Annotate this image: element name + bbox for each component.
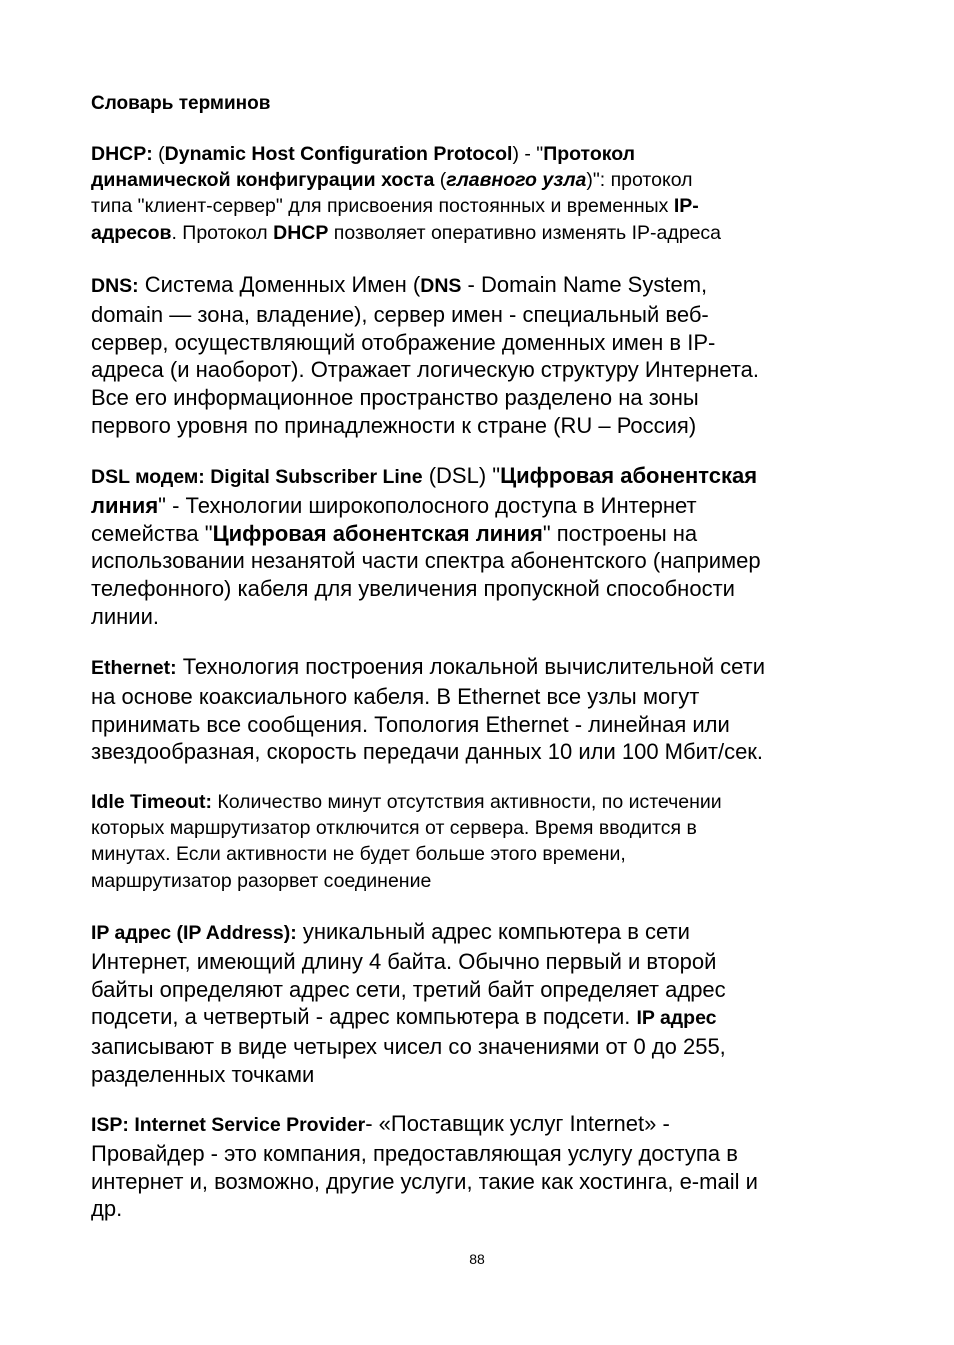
- text-run: минутах. Если активности не будет больше этого времени,: [91, 843, 626, 866]
- text-run: " - Технологии широкополосного доступа в Интернет: [158, 492, 697, 518]
- bold-term: линия: [91, 492, 159, 518]
- text-run: Интернет, имеющий длину 4 байта. Обычно первый и второй: [91, 948, 717, 974]
- bold-term: DNS: [420, 275, 462, 297]
- text-run: на основе коаксиального кабеля. В Ethernet все узлы могут: [91, 683, 700, 709]
- text-run: " построены на: [542, 520, 698, 546]
- text-line: [91, 384, 851, 412]
- text-line: [91, 575, 851, 603]
- text-run: Провайдер - это компания, предоставляющая услугу доступа в: [91, 1140, 738, 1166]
- glossary-entry-idle-timeout: [91, 789, 851, 894]
- text-run: линии.: [91, 603, 159, 629]
- text-run: Все его информационное пространство разделено на зоны: [91, 385, 699, 411]
- text-line: [91, 462, 851, 492]
- text-run: сервер, осуществляющий отображение доменных имен в IP-: [91, 329, 716, 355]
- text-line: [91, 547, 851, 575]
- text-line: [91, 301, 851, 329]
- text-line: [91, 683, 851, 711]
- text-run: байты определяют адрес сети, третий байт определяет адрес: [91, 976, 726, 1002]
- text-line: [91, 356, 851, 384]
- text-line: [91, 841, 851, 867]
- text-line: [91, 1003, 851, 1033]
- text-run: записывают в виде четырех чисел со значениями от 0 до 255,: [91, 1034, 726, 1060]
- text-run: первого уровня по принадлежности к стране (RU – Россия): [91, 412, 697, 438]
- page-title: Словарь терминов: [91, 93, 271, 114]
- text-line: [91, 918, 851, 948]
- text-run: позволяет оперативно изменять IP-адреса: [328, 221, 722, 244]
- text-line: [91, 738, 851, 766]
- bold-term: Idle Timeout:: [91, 791, 212, 813]
- text-line: [91, 868, 851, 894]
- text-line: [91, 329, 851, 357]
- text-run: - Domain Name System,: [461, 272, 708, 297]
- glossary-entry-dsl: [91, 462, 851, 631]
- text-run: маршрутизатор разорвет соединение: [91, 869, 432, 892]
- text-line: [91, 1033, 851, 1061]
- text-run: телефонного) кабеля для увеличения пропускной способности: [91, 576, 735, 602]
- text-run: интернет и, возможно, другие услуги, такие как хостинга, e-mail и: [91, 1168, 758, 1194]
- text-run: Технология построения локальной вычислительной сети: [176, 654, 766, 679]
- text-line: [91, 520, 851, 548]
- text-run: др.: [91, 1196, 123, 1222]
- text-line: [91, 193, 851, 219]
- text-run: ) - ": [512, 143, 544, 165]
- text-run: (: [152, 143, 165, 165]
- bold-term: Цифровая абонентская: [500, 463, 758, 488]
- bold-term: Протокол: [543, 143, 636, 165]
- glossary-entry-isp: [91, 1110, 851, 1223]
- text-run: domain — зона, владение), сервер имен - специальный веб-: [91, 301, 709, 327]
- text-run: адреса (и наоборот). Отражает логическую структуру Интернета.: [91, 357, 760, 383]
- bold-term: DNS:: [91, 275, 139, 297]
- text-run: Система Доменных Имен (: [138, 272, 421, 297]
- bold-term: Dynamic Host Configuration Protocol: [164, 143, 513, 165]
- text-run: - «Поставщик услуг Internet» -: [365, 1111, 670, 1136]
- bold-term: DHCP: [273, 221, 329, 244]
- text-run: типа "клиент-сервер" для присвоения постоянных и временных: [91, 195, 674, 218]
- text-run: (DSL) ": [422, 463, 501, 488]
- bold-term: IP адрес (IP Address):: [91, 922, 297, 944]
- text-line: [91, 1195, 851, 1223]
- bold-term: IP-: [673, 195, 699, 218]
- text-line: [91, 948, 851, 976]
- text-line: [91, 271, 851, 301]
- bold-term: динамической конфигурации хоста: [91, 169, 435, 192]
- text-line: [91, 603, 851, 631]
- text-run: (: [434, 169, 447, 192]
- text-line: [91, 815, 851, 841]
- text-line: [91, 653, 851, 683]
- text-run: использовании незанятой части спектра абонентского (например: [91, 548, 761, 574]
- glossary-entry-ethernet: [91, 653, 851, 766]
- bold-term: IP адрес: [636, 1007, 717, 1030]
- text-run: . Протокол: [171, 221, 274, 244]
- glossary-entry-ip-address: [91, 918, 851, 1089]
- text-line: [91, 1110, 851, 1140]
- text-line: [91, 1061, 851, 1089]
- text-line: [91, 976, 851, 1004]
- text-line: [91, 1168, 851, 1196]
- text-run: подсети, а четвертый - адрес компьютера в подсети.: [91, 1004, 637, 1030]
- text-line: [91, 789, 851, 815]
- bold-term: ISP: Internet Service Provider: [91, 1114, 366, 1136]
- bold-term: Ethernet:: [91, 657, 177, 679]
- page-number: 88: [469, 1251, 485, 1267]
- text-line: [91, 711, 851, 739]
- text-run: уникальный адрес компьютера в сети: [296, 919, 690, 944]
- text-line: [91, 220, 851, 246]
- text-line: [91, 167, 851, 193]
- text-line: [91, 141, 851, 167]
- text-run: принимать все сообщения. Топология Ethernet - линейная или: [91, 711, 730, 737]
- text-run: Количество минут отсутствия активности, по истечении: [211, 791, 722, 813]
- text-run: семейства ": [91, 520, 213, 546]
- bold-term: DSL модем: Digital Subscriber Line: [91, 466, 423, 488]
- text-run: звездообразная, скорость передачи данных 10 или 100 Мбит/сек.: [91, 739, 764, 765]
- text-line: [91, 1140, 851, 1168]
- glossary-entry-dhcp: [91, 141, 851, 246]
- text-line: [91, 492, 851, 520]
- text-line: [91, 412, 851, 440]
- glossary-entry-dns: [91, 271, 851, 440]
- bold-term: Цифровая абонентская линия: [212, 520, 543, 546]
- text-run: )": протокол: [586, 169, 693, 192]
- bold-term: DHCP:: [91, 143, 153, 165]
- bold-term: адресов: [91, 221, 172, 244]
- text-run: которых маршрутизатор отключится от сервера. Время вводится в: [91, 817, 697, 840]
- text-run: разделенных точками: [91, 1061, 315, 1087]
- bold-term: главного узла: [446, 169, 587, 192]
